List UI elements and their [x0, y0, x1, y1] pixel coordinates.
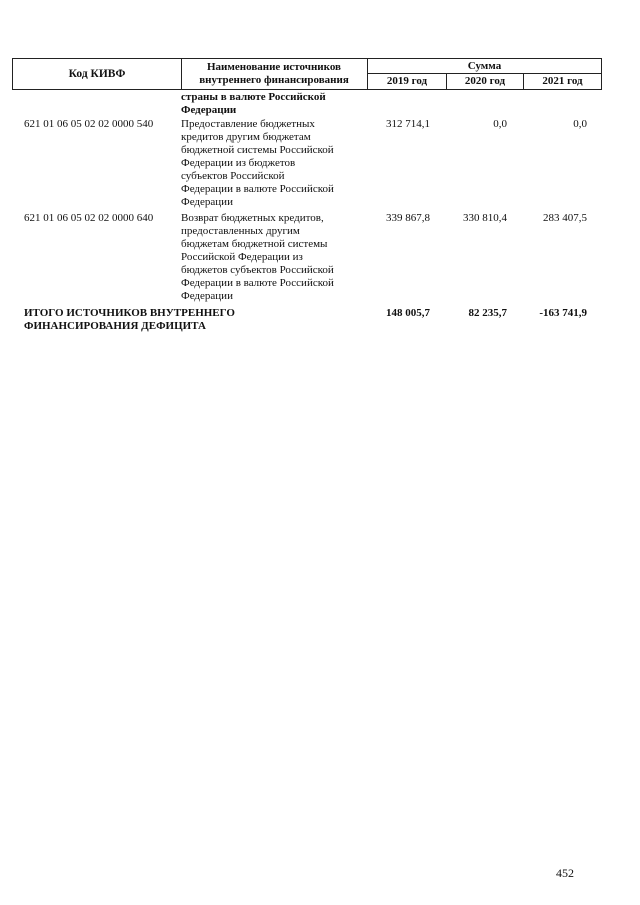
row-name-line: предоставленных другим	[181, 225, 300, 237]
continuation-line-2: Федерации	[181, 104, 237, 116]
total-value-2020: 82 235,7	[468, 307, 507, 319]
row-name-line: Предоставление бюджетных	[181, 118, 315, 130]
row-name-line: бюджетам бюджетной системы	[181, 238, 328, 250]
row-value-2019: 339 867,8	[386, 212, 430, 224]
row-value-2020: 0,0	[493, 118, 507, 130]
table-header	[12, 58, 602, 90]
row-name-line: Возврат бюджетных кредитов,	[181, 212, 324, 224]
header-year-2021: 2021 год	[542, 75, 583, 87]
header-sum-column: Сумма	[368, 59, 601, 74]
total-label-line2: ФИНАНСИРОВАНИЯ ДЕФИЦИТА	[24, 320, 206, 332]
header-name-column	[181, 59, 368, 89]
row-name-line: бюджетов субъектов Российской	[181, 264, 334, 276]
page-number: 452	[556, 866, 574, 880]
header-code-column: Код КИВФ	[13, 59, 182, 89]
header-year-2020: 2020 год	[447, 74, 524, 89]
row-code: 621 01 06 05 02 02 0000 640	[24, 212, 154, 224]
total-value-2021: -163 741,9	[539, 307, 587, 319]
row-value-2019: 312 714,1	[386, 118, 430, 130]
row-name-line: субъектов Российской	[181, 170, 285, 182]
row-name-line: Федерации в валюте Российской	[181, 183, 334, 195]
row-value-2021: 0,0	[573, 118, 587, 130]
row-code: 621 01 06 05 02 02 0000 540	[24, 118, 154, 130]
row-value-2020: 330 810,4	[463, 212, 507, 224]
row-name-line: Федерации в валюте Российской	[181, 277, 334, 289]
row-name-line: Российской Федерации из	[181, 251, 303, 263]
continuation-line-1: страны в валюте Российской	[181, 91, 326, 103]
row-name-line: Федерации	[181, 290, 233, 302]
row-name-line: кредитов другим бюджетам	[181, 131, 311, 143]
row-name-line: Федерации	[181, 196, 233, 208]
header-year-2019: 2019 год	[368, 74, 447, 89]
row-value-2021: 283 407,5	[543, 212, 587, 224]
header-name-line1: Наименование источников	[206, 61, 341, 73]
header-name-line2: внутреннего финансирования	[199, 74, 349, 86]
total-label-line1: ИТОГО ИСТОЧНИКОВ ВНУТРЕННЕГО	[24, 307, 235, 319]
total-value-2019: 148 005,7	[386, 307, 430, 319]
row-name-line: Федерации из бюджетов	[181, 157, 296, 169]
row-name-line: бюджетной системы Российской	[181, 144, 334, 156]
